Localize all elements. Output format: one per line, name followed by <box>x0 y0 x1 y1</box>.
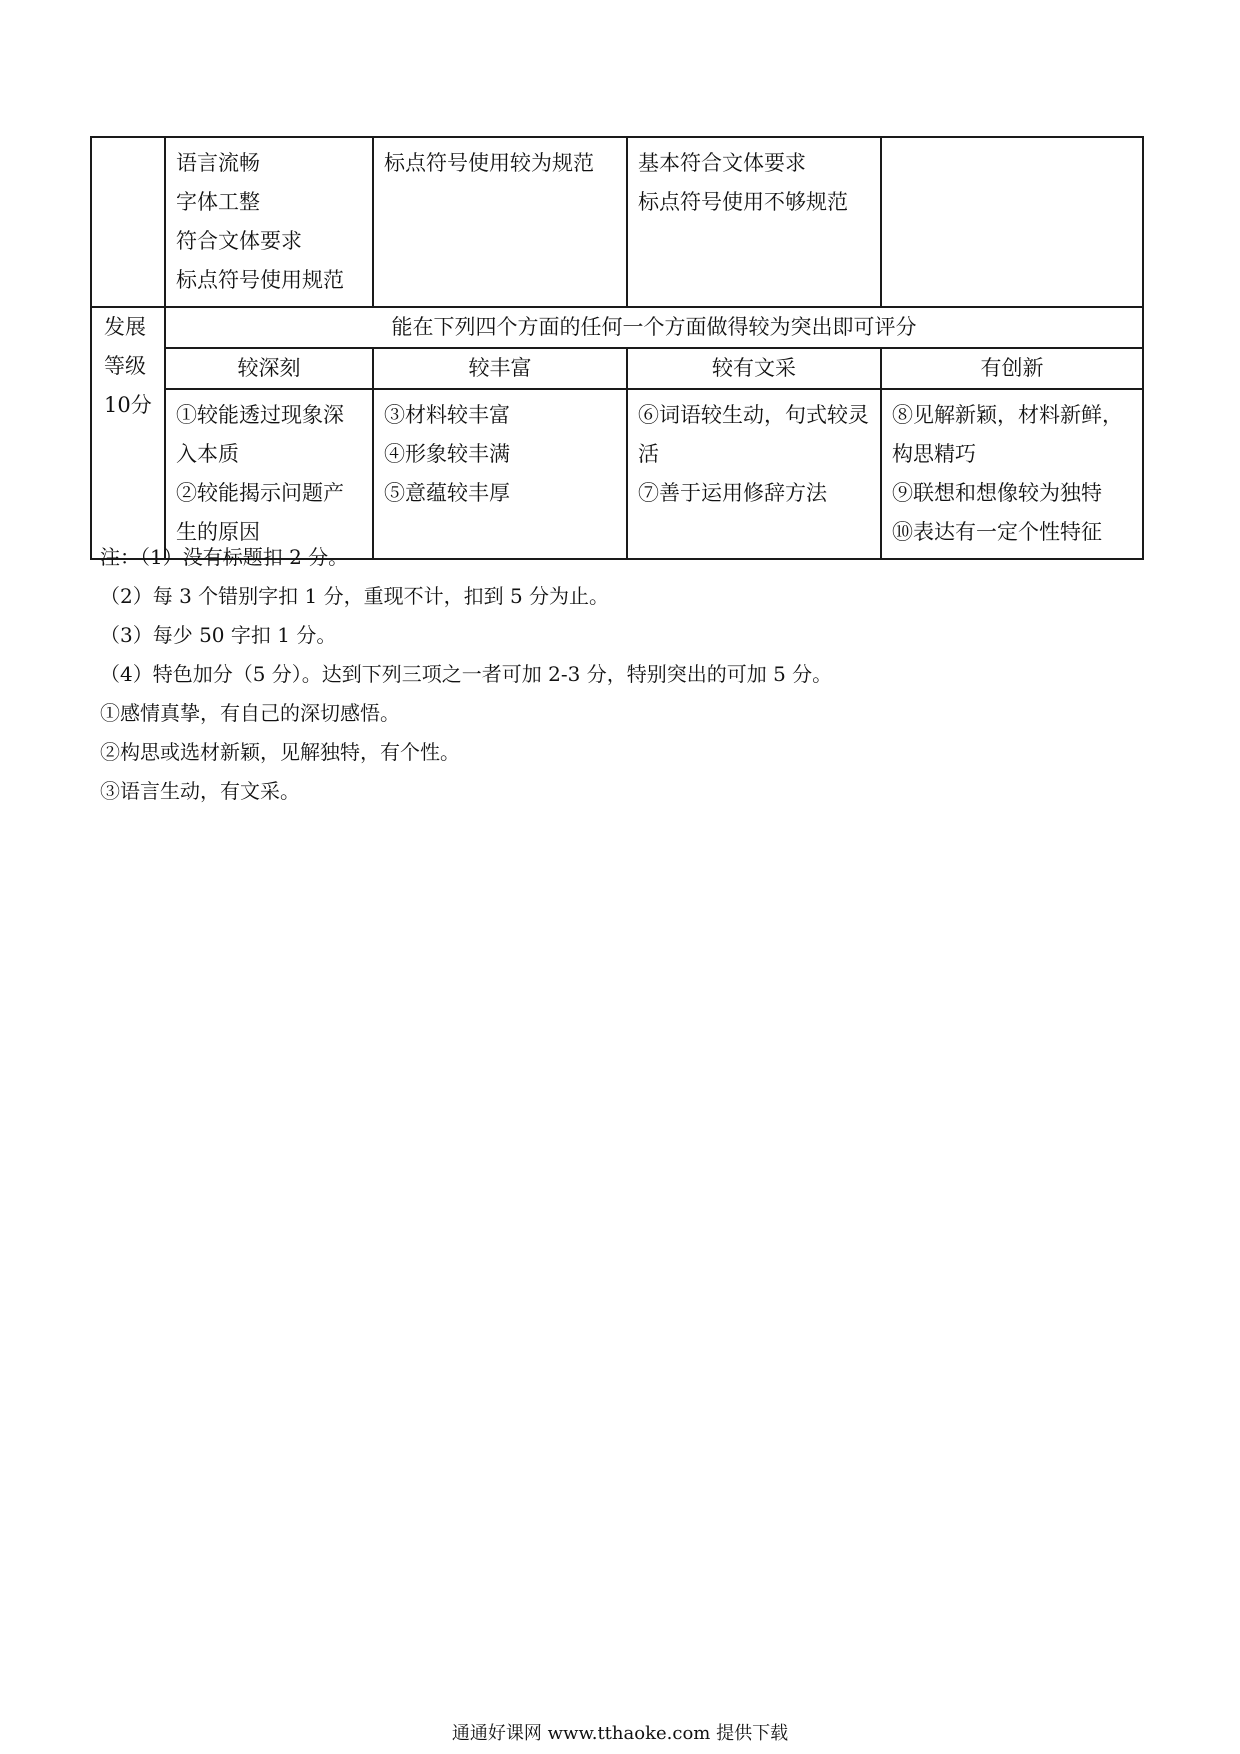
criterion-text: ⑨联想和想像较为独特 <box>892 481 1102 505</box>
basic-level-fourth-class-cell <box>881 137 1143 307</box>
basic-level-first-class-cell <box>165 137 373 307</box>
criterion-text: 字体工整 <box>176 190 260 214</box>
criterion-text: 符合文体要求 <box>176 229 302 253</box>
basic-level-label-cell <box>91 137 165 307</box>
basic-level-second-class-cell <box>373 137 627 307</box>
header-rich-cell: 较丰富 <box>373 348 627 389</box>
development-instruction-cell: 能在下列四个方面的任何一个方面做得较为突出即可评分 <box>165 307 1143 348</box>
header-innovative-cell: 有创新 <box>881 348 1143 389</box>
development-header-row <box>91 348 1143 389</box>
criterion-text: ③材料较丰富 <box>384 403 510 427</box>
criterion-text: ⑦善于运用修辞方法 <box>638 481 827 505</box>
scoring-rubric-table <box>90 136 1144 560</box>
note-title-deduction: 注：（1）没有标题扣 2 分。 <box>100 545 349 569</box>
note-length-deduction: （3）每少 50 字扣 1 分。 <box>100 623 337 647</box>
criteria-deep-cell <box>165 389 373 559</box>
level-label-line: 等级 <box>104 354 146 378</box>
note-bonus-points: （4）特色加分（5 分）。达到下列三项之一者可加 2-3 分，特别突出的可加 5 分。 <box>100 662 833 686</box>
criterion-text: ④形象较丰满 <box>384 442 510 466</box>
note-bonus-item: ②构思或选材新颖，见解独特，有个性。 <box>100 740 460 764</box>
note-bonus-item: ③语言生动，有文采。 <box>100 779 300 803</box>
criterion-text: 基本符合文体要求 <box>638 151 806 175</box>
development-instruction-row <box>91 307 1143 348</box>
header-deep-cell: 较深刻 <box>165 348 373 389</box>
criteria-innovative-cell <box>881 389 1143 559</box>
criterion-text: ⑩表达有一定个性特征 <box>892 520 1102 544</box>
development-criteria-row <box>91 389 1143 559</box>
criterion-text: ⑤意蕴较丰厚 <box>384 481 510 505</box>
level-label-line: 发展 <box>104 315 146 339</box>
note-bonus-item: ①感情真挚，有自己的深切感悟。 <box>100 701 400 725</box>
criterion-text: 标点符号使用不够规范 <box>638 190 848 214</box>
header-literary-cell: 较有文采 <box>627 348 881 389</box>
criterion-text: ①较能透过现象深入本质 <box>176 403 344 466</box>
criterion-text: 标点符号使用较为规范 <box>384 151 594 175</box>
criterion-text: 语言流畅 <box>176 151 260 175</box>
criteria-literary-cell <box>627 389 881 559</box>
criterion-text: ⑧见解新颖，材料新鲜，构思精巧 <box>892 403 1123 466</box>
criterion-text: ②较能揭示问题产生的原因 <box>176 481 344 544</box>
criterion-text: ⑥词语较生动，句式较灵活 <box>638 403 869 466</box>
scoring-notes <box>100 538 832 811</box>
development-level-label-cell <box>91 307 165 559</box>
page-footer: 通通好课网 www.tthaoke.com 提供下载 <box>451 1723 789 1744</box>
basic-level-row <box>91 137 1143 307</box>
note-typo-deduction: （2）每 3 个错别字扣 1 分，重现不计，扣到 5 分为止。 <box>100 584 610 608</box>
basic-level-third-class-cell <box>627 137 881 307</box>
criteria-rich-cell <box>373 389 627 559</box>
level-label-line: 10分 <box>104 393 152 417</box>
criterion-text: 标点符号使用规范 <box>176 268 344 292</box>
